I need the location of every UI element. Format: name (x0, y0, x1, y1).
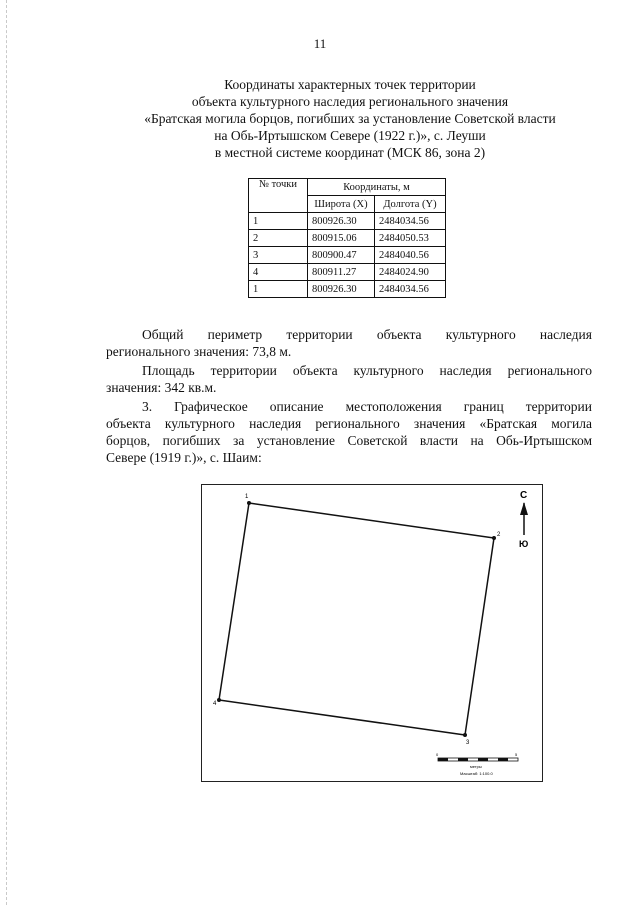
cell-x: 800926.30 (308, 281, 375, 298)
perimeter-line-1: Общий периметр территории объекта культурного наследия (142, 327, 592, 342)
header-point-number: № точки (249, 179, 308, 213)
title-line-3: «Братская могила борцов, погибших за установление Советской власти (144, 111, 556, 126)
point-label-4: 4 (213, 701, 217, 707)
title-line-4: на Обь-Иртышском Севере (1922 г.)», с. Леуши (214, 128, 486, 143)
scale-text: Масштаб: 1:100.0 (460, 771, 493, 776)
cell-x: 800911.27 (308, 264, 375, 281)
territory-boundary (219, 503, 494, 735)
section-3-paragraph (106, 398, 592, 466)
map-drawing (202, 485, 544, 783)
boundary-point-1 (247, 501, 251, 505)
south-label: Ю (519, 539, 529, 549)
point-label-1: 1 (245, 494, 249, 500)
section-3-line-2: объекта культурного наследия регионального значения «Братская могила (106, 416, 592, 431)
scale-end: 5 (515, 752, 518, 757)
table-row (249, 247, 446, 264)
scale-start: 0 (436, 752, 439, 757)
north-label: С (520, 490, 528, 501)
point-label-3: 3 (466, 740, 470, 746)
boundary-point-2 (492, 536, 496, 540)
coordinates-table (248, 178, 446, 298)
boundary-point-4 (217, 698, 221, 702)
point-label-2: 2 (497, 532, 501, 538)
title-line-5: в местной системе координат (МСК 86, зона 2) (214, 145, 486, 160)
cell-point: 2 (249, 230, 308, 247)
header-latitude: Широта (X) (308, 196, 375, 213)
boundary-point-3 (463, 733, 467, 737)
table-row (249, 281, 446, 298)
cell-y: 2484024.90 (375, 264, 446, 281)
section-3-line-1: 3. Графическое описание местоположения границ территории (142, 399, 592, 414)
document-title (100, 76, 600, 161)
perimeter-line-2: регионального значения: 73,8 м. (106, 344, 292, 359)
table-row (249, 230, 446, 247)
cell-point: 1 (249, 281, 308, 298)
area-line-1: Площадь территории объекта культурного наследия регионального (142, 363, 592, 378)
scale-bar (438, 758, 518, 761)
header-longitude: Долгота (Y) (375, 196, 446, 213)
section-3-line-4: Севере (1919 г.)», с. Шаим: (106, 450, 262, 465)
cell-y: 2484040.56 (375, 247, 446, 264)
table-row (249, 264, 446, 281)
page-number: 11 (313, 36, 327, 51)
cell-x: 800900.47 (308, 247, 375, 264)
cell-point: 4 (249, 264, 308, 281)
page-edge (6, 0, 8, 905)
cell-point: 3 (249, 247, 308, 264)
north-arrow-icon (520, 502, 528, 535)
table-row (249, 213, 446, 230)
cell-point: 1 (249, 213, 308, 230)
title-line-2: объекта культурного наследия регионального значения (191, 94, 509, 109)
cell-x: 800915.06 (308, 230, 375, 247)
cell-y: 2484034.56 (375, 281, 446, 298)
area-line-2: значения: 342 кв.м. (106, 380, 217, 395)
area-paragraph (106, 362, 592, 396)
cell-x: 800926.30 (308, 213, 375, 230)
section-3-line-3: борцов, погибших за установление Советской власти на Обь-Иртышском (106, 433, 592, 448)
header-coordinates: Координаты, м (308, 179, 446, 196)
perimeter-paragraph (106, 326, 592, 360)
cell-y: 2484034.56 (375, 213, 446, 230)
cell-y: 2484050.53 (375, 230, 446, 247)
boundary-map (201, 484, 543, 782)
title-line-1: Координаты характерных точек территории (224, 77, 476, 92)
scale-unit: метры (470, 764, 482, 769)
